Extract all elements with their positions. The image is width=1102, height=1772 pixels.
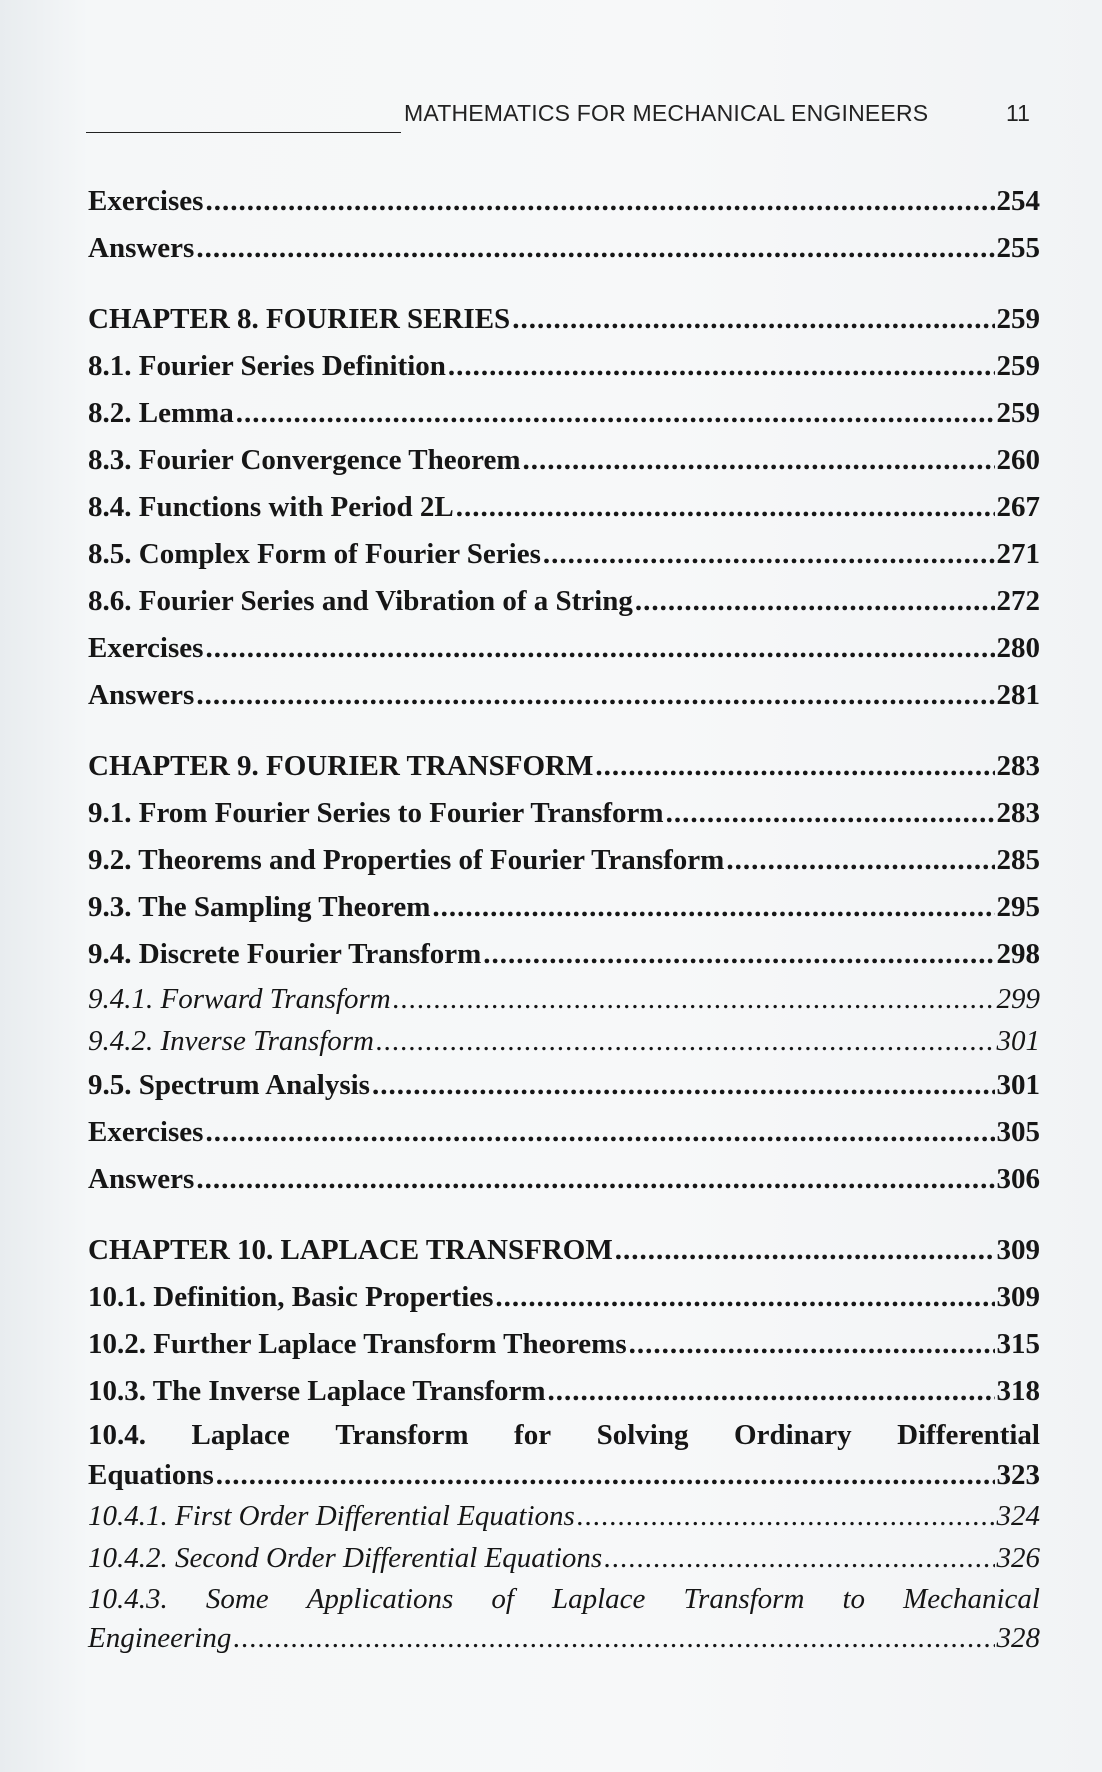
toc-entry-page: 255 [996, 232, 1040, 264]
dot-leader [196, 672, 994, 719]
toc-entry-page: 318 [996, 1375, 1040, 1407]
toc-entry-page: 283 [996, 750, 1040, 782]
toc-entry-page: 299 [996, 983, 1040, 1015]
toc-section-8-1 [88, 343, 1040, 390]
toc-entry-page: 305 [996, 1116, 1040, 1148]
toc-title-word: Differential [897, 1419, 1040, 1451]
toc-entry-page: 309 [996, 1234, 1040, 1266]
header-page-number: 11 [1006, 100, 1030, 126]
dot-leader [629, 1321, 995, 1368]
toc-entry-title: 8.3. Fourier Convergence Theorem [88, 444, 521, 476]
toc-entry-page: 328 [996, 1622, 1040, 1654]
dot-leader [205, 1109, 994, 1156]
toc-section-9-1 [88, 790, 1040, 837]
running-header [86, 96, 1036, 136]
toc-entry-title: Exercises [88, 185, 204, 217]
toc-entry-title: 10.2. Further Laplace Transform Theorems [88, 1328, 627, 1360]
toc-entry-title: Equations [88, 1459, 214, 1491]
toc-title-word: Laplace [552, 1583, 646, 1615]
dot-leader [456, 484, 995, 531]
toc-entry-title: 9.5. Spectrum Analysis [88, 1069, 370, 1101]
toc-section-8-6 [88, 578, 1040, 625]
toc-title-word: to [842, 1583, 866, 1615]
toc-title-word: Applications [306, 1583, 454, 1615]
toc-subsection-9-4-2 [88, 1020, 1040, 1062]
toc-entry-page: 285 [996, 844, 1040, 876]
dot-leader [615, 1227, 995, 1274]
toc-entry-title: 10.4.1. First Order Differential Equations [88, 1500, 575, 1532]
toc-entry-title: Exercises [88, 632, 204, 664]
toc-title-word: Laplace [191, 1419, 290, 1451]
dot-leader [372, 1062, 995, 1109]
toc-subsection-10-4-1 [88, 1495, 1040, 1537]
toc-entry-title: 10.4.2. Second Order Differential Equations [88, 1542, 603, 1574]
dot-leader [393, 978, 995, 1020]
dot-leader [233, 1619, 994, 1657]
dot-leader [577, 1495, 995, 1537]
dot-leader [196, 225, 994, 272]
toc-entry-page: 315 [996, 1328, 1040, 1360]
toc-subsection-10-4-3 [88, 1579, 1040, 1657]
dot-leader [205, 625, 994, 672]
toc-title-word: Mechanical [903, 1583, 1040, 1615]
toc-title-word: Transform [683, 1583, 805, 1615]
dot-leader [196, 1156, 994, 1203]
dot-leader [216, 1455, 995, 1495]
toc-entry-page: 271 [996, 538, 1040, 570]
dot-leader [604, 1537, 994, 1579]
toc-subsection-9-4-1 [88, 978, 1040, 1020]
toc-entry-page: 259 [996, 397, 1040, 429]
toc-chapter-8 [88, 296, 1040, 343]
toc-entry-page: 323 [996, 1459, 1040, 1491]
toc-entry-title: Answers [88, 1163, 195, 1195]
toc-entry-title: 9.4.2. Inverse Transform [88, 1025, 374, 1057]
toc-entry-title: 10.3. The Inverse Laplace Transform [88, 1375, 546, 1407]
toc-entry-page: 267 [996, 491, 1040, 523]
toc-entry-title: 9.3. The Sampling Theorem [88, 891, 431, 923]
toc-entry-title: 9.4.1. Forward Transform [88, 983, 391, 1015]
toc-section-9-3 [88, 884, 1040, 931]
toc-section-8-3 [88, 437, 1040, 484]
toc-entry-title: Answers [88, 232, 195, 264]
toc-entry-exercises-9 [88, 1109, 1040, 1156]
toc-section-9-5 [88, 1062, 1040, 1109]
dot-leader [523, 437, 995, 484]
toc-entry-title: CHAPTER 9. FOURIER TRANSFORM [88, 750, 594, 782]
header-rule [86, 132, 401, 133]
toc-entry-title: Answers [88, 679, 195, 711]
dot-leader [483, 931, 994, 978]
toc-entry-title: 10.1. Definition, Basic Properties [88, 1281, 494, 1313]
toc-section-10-1 [88, 1274, 1040, 1321]
toc-section-10-2 [88, 1321, 1040, 1368]
dot-leader [205, 178, 994, 225]
toc-entry-page: 326 [996, 1542, 1040, 1574]
toc-entry-page: 260 [996, 444, 1040, 476]
toc-title-word: 10.4. [88, 1419, 146, 1451]
toc-entry-title: 9.4. Discrete Fourier Transform [88, 938, 482, 970]
toc-entry-answers-9 [88, 1156, 1040, 1203]
header-title: MATHEMATICS FOR MECHANICAL ENGINEERS [404, 100, 929, 126]
toc-section-10-4 [88, 1415, 1040, 1495]
dot-leader [548, 1368, 995, 1415]
toc-entry-title-line2 [88, 1619, 1040, 1657]
dot-leader [432, 884, 994, 931]
toc-entry-page: 259 [996, 303, 1040, 335]
dot-leader [495, 1274, 994, 1321]
toc-entry-title: 9.1. From Fourier Series to Fourier Transform [88, 797, 664, 829]
dot-leader [726, 837, 994, 884]
toc-entry-page: 301 [996, 1025, 1040, 1057]
toc-title-word: Ordinary [734, 1419, 852, 1451]
toc-subsection-10-4-2 [88, 1537, 1040, 1579]
toc-chapter-9 [88, 743, 1040, 790]
toc-section-8-2 [88, 390, 1040, 437]
toc-entry-page: 295 [996, 891, 1040, 923]
toc-entry-title: 8.4. Functions with Period 2L [88, 491, 454, 523]
toc-entry-title: 8.1. Fourier Series Definition [88, 350, 446, 382]
toc-title-word: of [491, 1583, 514, 1615]
toc-entry-title-line1 [88, 1579, 1040, 1619]
toc-entry-title-line2 [88, 1455, 1040, 1495]
toc-entry-page: 298 [996, 938, 1040, 970]
dot-leader [666, 790, 995, 837]
dot-leader [376, 1020, 995, 1062]
toc-section-8-4 [88, 484, 1040, 531]
toc-entry-title: Engineering [88, 1622, 232, 1654]
toc-entry-page: 306 [996, 1163, 1040, 1195]
toc-entry-title: CHAPTER 10. LAPLACE TRANSFROM [88, 1234, 613, 1266]
toc-entry-page: 281 [996, 679, 1040, 711]
toc-section-8-5 [88, 531, 1040, 578]
toc-title-word: Some [205, 1583, 269, 1615]
toc-entry-title-line1 [88, 1415, 1040, 1455]
toc-entry-page: 254 [996, 185, 1040, 217]
toc-entry-page: 309 [996, 1281, 1040, 1313]
toc-title-word: for [514, 1419, 552, 1451]
toc-entry-title: 8.5. Complex Form of Fourier Series [88, 538, 541, 570]
toc-section-9-2 [88, 837, 1040, 884]
dot-leader [595, 743, 994, 790]
dot-leader [512, 296, 994, 343]
toc-entry-title: 8.6. Fourier Series and Vibration of a String [88, 585, 633, 617]
dot-leader [543, 531, 995, 578]
toc-title-word: 10.4.3. [88, 1583, 168, 1615]
toc-title-word: Transform [335, 1419, 469, 1451]
dot-leader [635, 578, 995, 625]
toc-entry-page: 283 [996, 797, 1040, 829]
toc-entry-page: 272 [996, 585, 1040, 617]
toc-chapter-10 [88, 1227, 1040, 1274]
table-of-contents [88, 178, 1040, 1657]
toc-entry-answers-7 [88, 225, 1040, 272]
dot-leader [236, 390, 995, 437]
toc-entry-page: 324 [996, 1500, 1040, 1532]
toc-entry-page: 301 [996, 1069, 1040, 1101]
toc-entry-title: CHAPTER 8. FOURIER SERIES [88, 303, 511, 335]
toc-entry-title: 9.2. Theorems and Properties of Fourier Transform [88, 844, 725, 876]
dot-leader [448, 343, 995, 390]
toc-entry-exercises-7 [88, 178, 1040, 225]
toc-entry-answers-8 [88, 672, 1040, 719]
toc-title-word: Solving [596, 1419, 689, 1451]
toc-entry-title: 8.2. Lemma [88, 397, 234, 429]
toc-entry-exercises-8 [88, 625, 1040, 672]
toc-section-10-3 [88, 1368, 1040, 1415]
toc-entry-page: 280 [996, 632, 1040, 664]
toc-section-9-4 [88, 931, 1040, 978]
toc-entry-title: Exercises [88, 1116, 204, 1148]
toc-entry-page: 259 [996, 350, 1040, 382]
